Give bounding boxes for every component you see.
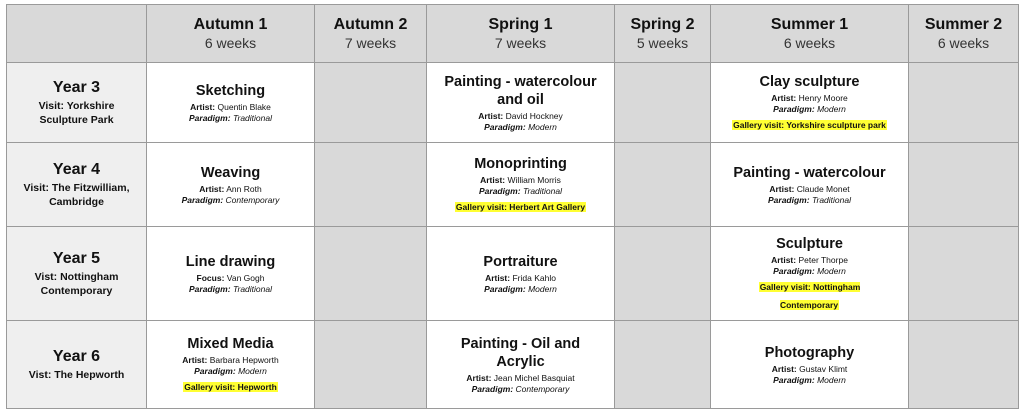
unit-artist: Artist: Quentin Blake	[190, 101, 271, 112]
term-title: Autumn 1	[193, 16, 268, 33]
year-cell	[7, 143, 147, 227]
empty-cell	[615, 227, 711, 321]
term-title: Summer 2	[924, 16, 1003, 33]
unit-topic: Painting - Oil and Acrylic	[460, 335, 581, 370]
unit-artist: Artist: Gustav Klimt	[771, 363, 848, 374]
term-title: Autumn 2	[333, 16, 408, 33]
empty-cell	[315, 143, 427, 227]
term-length: 7 weeks	[344, 35, 397, 51]
unit-topic: Mixed Media	[187, 335, 274, 352]
term-length: 5 weeks	[636, 35, 689, 51]
year-cell	[7, 63, 147, 143]
header-autumn-1	[147, 5, 315, 63]
unit-paradigm: Paradigm: Traditional	[767, 194, 851, 205]
gallery-visit-highlight: Gallery visit: Herbert Art Gallery	[455, 201, 586, 212]
unit-paradigm: Paradigm: Modern	[773, 265, 846, 276]
header-summer-1	[711, 5, 909, 63]
year-title: Year 6	[52, 348, 101, 365]
empty-cell	[909, 321, 1019, 409]
term-title: Spring 2	[630, 16, 695, 33]
year-visit: Vist: Nottingham Contemporary	[34, 271, 119, 297]
unit-cell	[711, 227, 909, 321]
year-cell	[7, 321, 147, 409]
unit-topic: Painting - watercolour and oil	[444, 73, 597, 108]
unit-artist: Artist: Frida Kahlo	[485, 272, 556, 283]
term-length: 7 weeks	[494, 35, 547, 51]
unit-topic: Portraiture	[483, 253, 558, 270]
unit-artist: Artist: Henry Moore	[771, 92, 848, 103]
empty-cell	[909, 143, 1019, 227]
unit-cell	[427, 227, 615, 321]
unit-artist: Artist: Barbara Hepworth	[182, 354, 279, 365]
unit-paradigm: Paradigm: Modern	[484, 121, 557, 132]
unit-topic: Line drawing	[185, 253, 276, 270]
year-title: Year 5	[52, 250, 101, 267]
year-visit: Visit: The Fitzwilliam, Cambridge	[23, 182, 130, 208]
unit-topic: Sketching	[195, 82, 266, 99]
gallery-visit-highlight: Gallery visit: Nottingham Contemporary	[759, 281, 861, 310]
unit-cell	[427, 63, 615, 143]
empty-cell	[909, 63, 1019, 143]
header-spring-1	[427, 5, 615, 63]
unit-cell	[147, 321, 315, 409]
unit-topic: Sculpture	[776, 235, 843, 252]
unit-cell	[147, 63, 315, 143]
unit-paradigm: Paradigm: Traditional	[478, 185, 562, 196]
unit-topic: Photography	[764, 344, 855, 361]
year-cell	[7, 227, 147, 321]
curriculum-table	[6, 4, 1019, 409]
unit-artist: Artist: Ann Roth	[199, 183, 262, 194]
unit-cell	[427, 321, 615, 409]
term-title: Summer 1	[770, 16, 849, 33]
unit-paradigm: Paradigm: Modern	[194, 365, 267, 376]
term-length: 6 weeks	[937, 35, 990, 51]
unit-artist: Artist: Peter Thorpe	[771, 254, 848, 265]
unit-paradigm: Paradigm: Contemporary	[471, 383, 570, 394]
unit-artist: Artist: William Morris	[480, 174, 561, 185]
unit-artist: Artist: Claude Monet	[769, 183, 850, 194]
unit-paradigm: Paradigm: Traditional	[188, 283, 272, 294]
empty-cell	[909, 227, 1019, 321]
unit-artist: Artist: David Hockney	[478, 110, 563, 121]
unit-paradigm: Paradigm: Modern	[773, 103, 846, 114]
empty-cell	[315, 321, 427, 409]
gallery-visit-highlight: Gallery visit: Hepworth	[184, 381, 277, 392]
empty-cell	[615, 321, 711, 409]
term-title: Spring 1	[488, 16, 553, 33]
unit-cell	[711, 321, 909, 409]
header-autumn-2	[315, 5, 427, 63]
year-title: Year 3	[52, 79, 101, 96]
unit-cell	[427, 143, 615, 227]
header-summer-2	[909, 5, 1019, 63]
unit-paradigm: Paradigm: Modern	[773, 374, 846, 385]
term-length: 6 weeks	[204, 35, 257, 51]
unit-topic: Weaving	[200, 164, 261, 181]
term-length: 6 weeks	[783, 35, 836, 51]
unit-cell	[147, 143, 315, 227]
unit-topic: Painting - watercolour	[733, 164, 886, 181]
year-visit: Visit: Yorkshire Sculpture Park	[38, 100, 115, 126]
unit-topic: Monoprinting	[474, 155, 567, 172]
empty-cell	[315, 63, 427, 143]
empty-cell	[615, 63, 711, 143]
header-spring-2	[615, 5, 711, 63]
gallery-visit-highlight: Gallery visit: Yorkshire sculpture park	[733, 119, 886, 130]
year-visit: Vist: The Hepworth	[28, 369, 125, 381]
unit-paradigm: Paradigm: Contemporary	[181, 194, 280, 205]
year-title: Year 4	[52, 161, 101, 178]
unit-paradigm: Paradigm: Modern	[484, 283, 557, 294]
unit-paradigm: Paradigm: Traditional	[188, 112, 272, 123]
unit-artist: Artist: Jean Michel Basquiat	[466, 372, 575, 383]
unit-focus: Focus: Van Gogh	[196, 272, 265, 283]
unit-topic: Clay sculpture	[759, 73, 860, 90]
unit-cell	[711, 143, 909, 227]
unit-cell	[147, 227, 315, 321]
empty-cell	[315, 227, 427, 321]
header-corner	[7, 5, 147, 63]
unit-cell	[711, 63, 909, 143]
empty-cell	[615, 143, 711, 227]
